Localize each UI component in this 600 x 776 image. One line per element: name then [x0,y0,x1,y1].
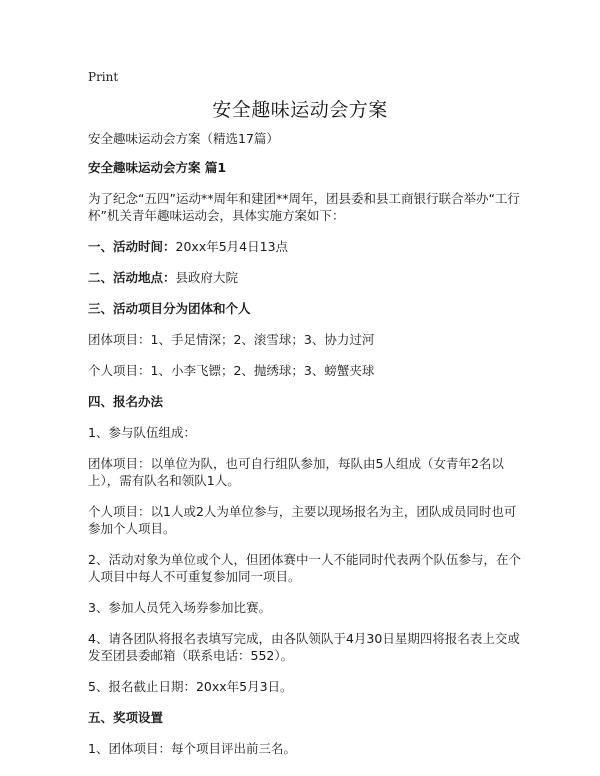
team-items: 团体项目：1、手足情深；2、滚雪球；3、协力过河 [88,332,375,347]
s4-item-4: 4、请各团队将报名表填写完成，由各队领队于4月30日星期四将报名表上交或发至团县委邮箱（联系电话：552）。 [88,631,520,663]
intro-paragraph: 为了纪念“五四”运动**周年和建团**周年，团县委和县工商银行联合举办“工行杯”机关青年趣味运动会，具体实施方案如下： [88,191,520,223]
activity-time-value: 20xx年5月4日13点 [175,239,289,254]
subtitle: 安全趣味运动会方案（精选17篇） [88,131,279,146]
section-5-title: 五、奖项设置 [88,710,164,725]
activity-place-value: 县政府大院 [175,270,239,285]
s4-team-rule: 团体项目：以单位为队，也可自行组队参加，每队由5人组成（女青年2名以上），需有队名和领队1人。 [88,456,504,488]
print-label: Print [88,70,119,84]
section-4-title: 四、报名办法 [88,394,164,409]
s4-item-3: 3、参加人员凭入场券参加比赛。 [88,600,271,615]
s4-individual-rule: 个人项目：以1人或2人为单位参与，主要以现场报名为主，团队成员同时也可参加个人项目。 [88,504,517,536]
s5-item-1: 1、团体项目：每个项目评出前三名。 [88,741,296,756]
page-title: 安全趣味运动会方案 [212,99,388,121]
document-body [88,130,528,771]
individual-items: 个人项目：1、小李飞镖；2、抛绣球；3、螃蟹夹球 [88,363,375,378]
s4-item-5: 5、报名截止日期：20xx年5月3日。 [88,679,293,694]
activity-place-label: 二、活动地点： [88,270,176,285]
article-heading: 安全趣味运动会方案 篇1 [88,160,227,175]
section-3-title: 三、活动项目分为团体和个人 [88,301,251,316]
s4-item-2: 2、活动对象为单位或个人，但团体赛中一人不能同时代表两个队伍参与，在个人项目中每人不可重复参加同一项目。 [88,552,521,584]
activity-time-label: 一、活动时间： [88,239,176,254]
s4-item-1: 1、参与队伍组成： [88,425,196,440]
activity-place-line [88,269,528,286]
activity-time-line [88,238,528,255]
